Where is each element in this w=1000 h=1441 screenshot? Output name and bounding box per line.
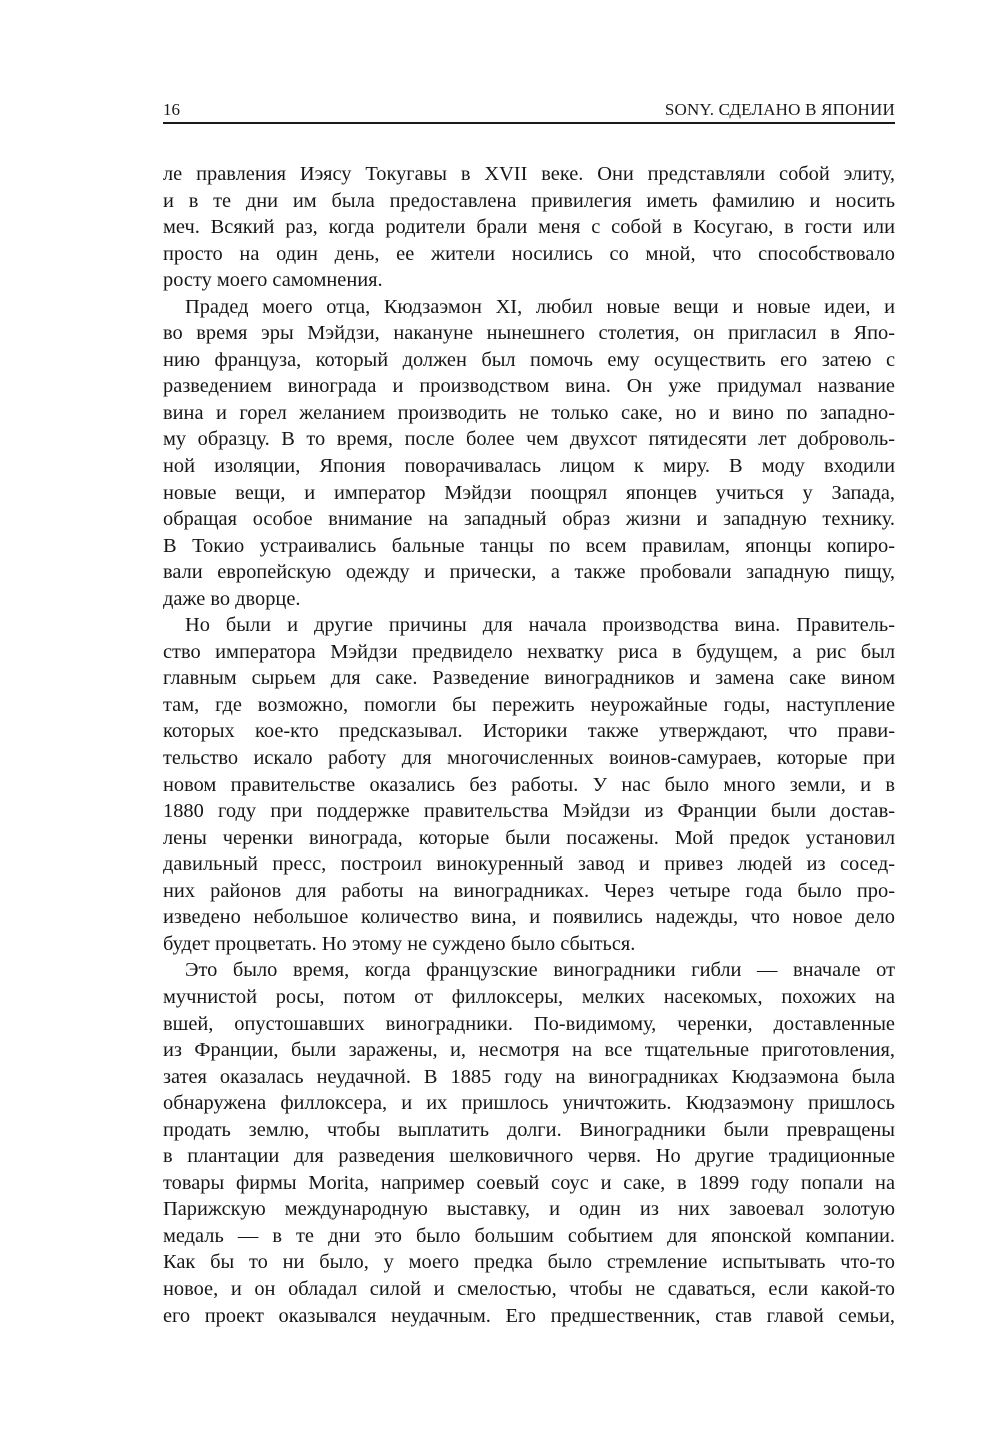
- text-line: Но были и другие причины для начала производства вина. Правитель-: [185, 614, 895, 637]
- text-line: просто на один день, ее жители носились со мной, что способствовало: [163, 242, 895, 265]
- text-line: вина и горел желанием производить не только саке, но и вино по западно-: [163, 401, 895, 424]
- text-line: новом правительстве оказались без работы. У нас было много земли, и в: [163, 773, 895, 796]
- text-line: давильный пресс, построил винокуренный завод и привез людей из сосед-: [163, 853, 895, 876]
- text-line: товары фирмы Morita, например соевый соус и саке, в 1899 году попали на: [163, 1171, 895, 1194]
- text-line: вшей, опустошавших виноградники. По-видимому, черенки, доставленные: [163, 1012, 895, 1035]
- text-line: Это было время, когда французские виноградники гибли — вначале от: [185, 959, 895, 982]
- text-line: изведено небольшое количество вина, и появились надежды, что новое дело: [163, 906, 895, 929]
- text-line: главным сырьем для саке. Разведение виноградников и замена саке вином: [163, 667, 895, 690]
- text-line: затея оказалась неудачной. В 1885 году на виноградниках Кюдзаэмона была: [163, 1065, 895, 1088]
- text-line: лены черенки винограда, которые были посажены. Мой предок установил: [163, 826, 895, 849]
- text-line: там, где возможно, помогли бы пережить неурожайные годы, наступление: [163, 693, 895, 716]
- text-line: во время эры Мэйдзи, накануне нынешнего столетия, он пригласил в Япо-: [163, 322, 895, 345]
- text-line: продать землю, чтобы выплатить долги. Виноградники были превращены: [163, 1118, 895, 1141]
- paragraph: [163, 294, 895, 613]
- text-line: разведением винограда и производством вина. Он уже придумал название: [163, 375, 895, 398]
- text-line: мучнистой росы, потом от филлоксеры, мелких насекомых, похожих на: [163, 985, 895, 1008]
- text-line: Как бы то ни было, у моего предка было стремление испытывать что-то: [163, 1251, 895, 1274]
- text-line: них районов для работы на виноградниках. Через четыре года было про-: [163, 879, 895, 902]
- text-line: росту моего самомнения.: [163, 269, 383, 292]
- paragraph: [163, 957, 895, 1329]
- text-line: и в те дни им была предоставлена привилегия иметь фамилию и носить: [163, 189, 895, 212]
- running-header: [163, 100, 895, 122]
- text-line: ле правления Иэясу Токугавы в XVII веке. Они представляли собой элиту,: [163, 163, 895, 185]
- text-line: в плантации для разведения шелковичного червя. Но другие традиционные: [163, 1145, 895, 1168]
- text-line: В Токио устраивались бальные танцы по всем правилам, японцы копиро-: [163, 534, 895, 557]
- text-line: новые вещи, и император Мэйдзи поощрял японцев учиться у Запада,: [163, 481, 895, 504]
- text-line: даже во дворце.: [163, 587, 301, 610]
- text-line: обнаружена филлоксера, и их пришлось уничтожить. Кюдзаэмону пришлось: [163, 1092, 895, 1115]
- page-number: 16: [163, 100, 180, 119]
- text-line: новое, и он обладал силой и смелостью, чтобы не сдаваться, если какой-то: [163, 1277, 895, 1300]
- text-line: будет процветать. Но этому не суждено было сбыться.: [163, 932, 636, 955]
- header-rule: [163, 122, 895, 124]
- paragraph: [163, 161, 895, 294]
- text-line: его проект оказывался неудачным. Его предшественник, став главой семьи,: [163, 1304, 895, 1327]
- text-line: Прадед моего отца, Кюдзаэмон XI, любил новые вещи и новые идеи, и: [185, 295, 895, 318]
- body-text: [163, 161, 895, 1329]
- text-line: 1880 году при поддержке правительства Мэйдзи из Франции были достав-: [163, 800, 895, 823]
- text-line: вали европейскую одежду и прически, а также пробовали западную пищу,: [163, 561, 895, 584]
- text-line: ной изоляции, Япония поворачивалась лицом к миру. В моду входили: [163, 455, 895, 478]
- text-line: из Франции, были заражены, и, несмотря на все тщательные приготовления,: [163, 1039, 895, 1062]
- running-title: SONY. СДЕЛАНО В ЯПОНИИ: [664, 100, 895, 119]
- text-line: меч. Всякий раз, когда родители брали меня с собой в Косугаю, в гости или: [163, 216, 895, 239]
- text-line: обращая особое внимание на западный образ жизни и западную технику.: [163, 508, 895, 531]
- text-line: тельство искало работу для многочисленных воинов-самураев, которые при: [163, 747, 895, 770]
- text-line: ство императора Мэйдзи предвидело нехватку риса в будущем, а рис был: [163, 640, 895, 663]
- paragraph: [163, 612, 895, 957]
- text-line: которых кое-кто предсказывал. Историки также утверждают, что прави-: [163, 720, 895, 743]
- text-line: Парижскую международную выставку, и один из них завоевал золотую: [163, 1198, 895, 1221]
- text-line: му образцу. В то время, после более чем двухсот пятидесяти лет доброволь-: [163, 428, 895, 451]
- text-line: медаль — в те дни это было большим событием для японской компании.: [163, 1224, 895, 1247]
- text-line: нию француза, который должен был помочь ему осуществить его затею с: [163, 348, 895, 371]
